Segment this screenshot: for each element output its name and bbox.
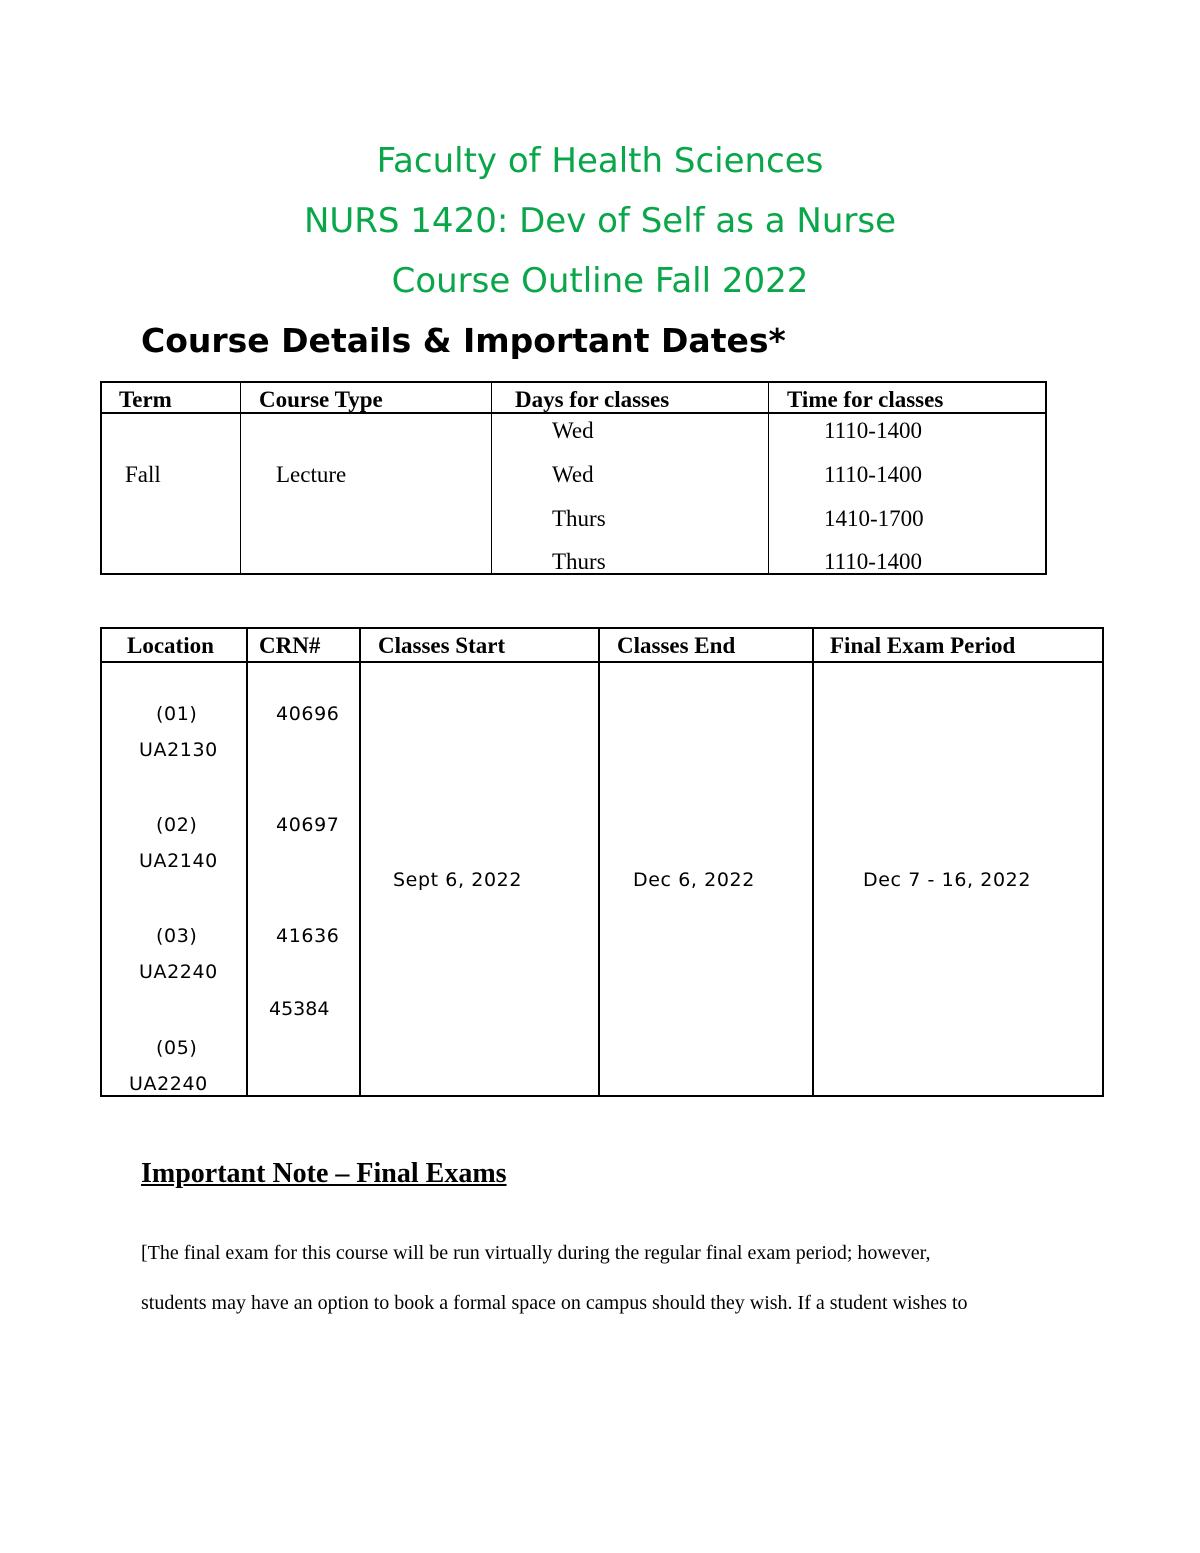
crn-value: 45384: [269, 998, 330, 1020]
section-room: UA2240: [129, 1073, 208, 1095]
classes-start-value: Sept 6, 2022: [393, 869, 523, 891]
crn-value: 40697: [276, 814, 340, 836]
course-details-table: [100, 381, 1047, 575]
note-paragraph-line: [The final exam for this course will be run virtually during the regular final exam period; however,: [141, 1242, 931, 1264]
faculty-title: Faculty of Health Sciences: [376, 141, 824, 181]
course-title: NURS 1420: Dev of Self as a Nurse: [303, 201, 897, 241]
column-divider: [359, 629, 361, 1095]
section-number: (02): [156, 814, 198, 836]
header-course-type: Course Type: [259, 387, 383, 412]
column-divider: [246, 629, 248, 1095]
section-room: UA2240: [139, 961, 218, 983]
crn-value: 40696: [276, 703, 340, 725]
header-location: Location: [127, 633, 214, 658]
header-final-exam: Final Exam Period: [830, 633, 1016, 658]
outline-title: Course Outline Fall 2022: [391, 261, 809, 301]
header-crn: CRN#: [259, 633, 321, 658]
section-room: UA2140: [139, 850, 218, 872]
classes-end-value: Dec 6, 2022: [633, 869, 755, 891]
section-heading: Course Details & Important Dates*: [141, 321, 786, 360]
final-exam-value: Dec 7 - 16, 2022: [863, 869, 1032, 891]
column-divider: [812, 629, 814, 1095]
header-divider: [102, 661, 1102, 663]
day-cell: Wed: [552, 418, 594, 443]
day-cell: Wed: [552, 462, 594, 487]
course-type-value: Lecture: [276, 462, 347, 487]
header-classes-end: Classes End: [617, 633, 736, 658]
time-cell: 1410-1700: [824, 506, 924, 531]
note-heading: Important Note – Final Exams: [141, 1158, 507, 1189]
section-number: (05): [156, 1037, 198, 1059]
column-divider: [598, 629, 600, 1095]
section-number: (03): [156, 925, 198, 947]
header-divider: [102, 412, 1045, 414]
section-number: (01): [156, 703, 198, 725]
header-term: Term: [119, 387, 172, 412]
crn-value: 41636: [276, 925, 340, 947]
day-cell: Thurs: [552, 506, 606, 531]
section-room: UA2130: [139, 739, 218, 761]
time-cell: 1110-1400: [824, 418, 922, 443]
day-cell: Thurs: [552, 549, 606, 574]
header-classes-start: Classes Start: [378, 633, 506, 658]
header-time: Time for classes: [787, 387, 944, 412]
term-value: Fall: [125, 462, 161, 487]
location-dates-table: [100, 627, 1104, 1097]
header-days: Days for classes: [515, 387, 670, 412]
time-cell: 1110-1400: [824, 549, 922, 574]
time-cell: 1110-1400: [824, 462, 922, 487]
note-paragraph-line: students may have an option to book a formal space on campus should they wish. If a student wishes to: [141, 1292, 968, 1314]
